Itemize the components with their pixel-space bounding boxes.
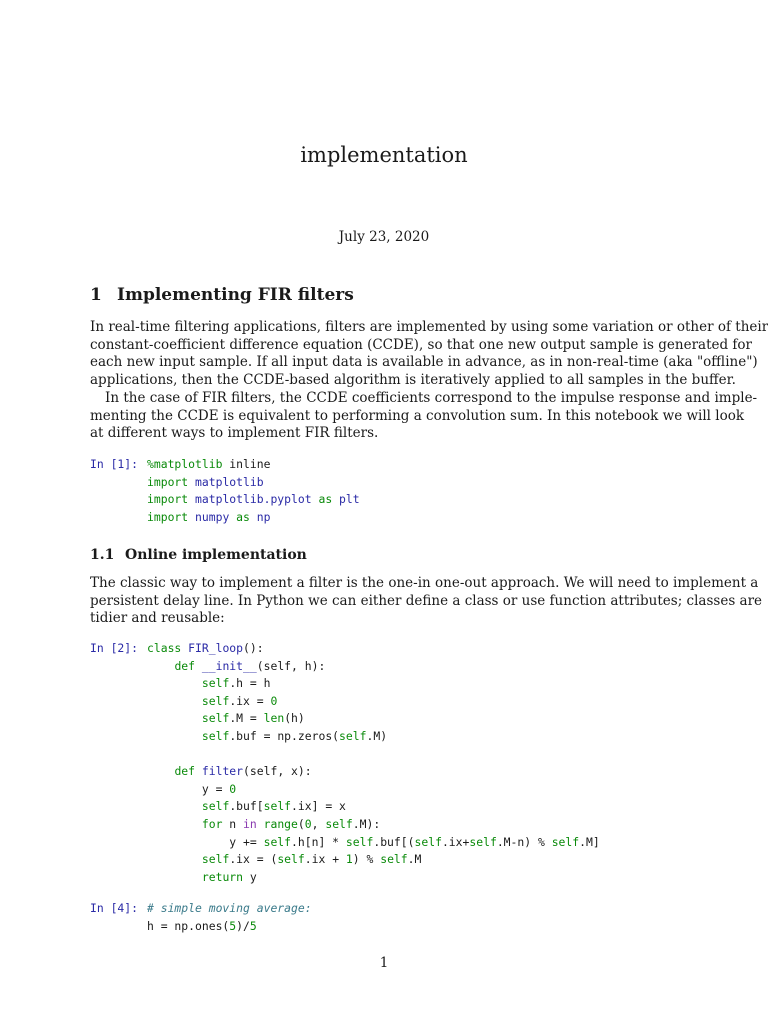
code-token: .ix + (304, 852, 346, 867)
page-number: 1 (379, 955, 389, 971)
subsection-heading (90, 547, 307, 563)
code-line (147, 834, 600, 852)
code-token (257, 817, 264, 831)
code-token: range (263, 816, 298, 831)
code-token: self (345, 834, 374, 849)
section-heading (90, 285, 354, 305)
code-token (195, 764, 202, 778)
code-token (147, 659, 174, 673)
code-token: self (414, 834, 442, 849)
code-token: import (147, 474, 189, 489)
paragraph-line: menting the CCDE is equivalent to performing a convolution sum. In this notebook we will look (90, 407, 745, 424)
code-token (250, 510, 257, 524)
code-body (147, 640, 600, 886)
code-token: as (236, 509, 250, 524)
code-token: 0 (270, 693, 278, 708)
code-token: .ix = (229, 693, 271, 708)
document-title: implementation (300, 143, 468, 167)
code-token: .M] (579, 834, 600, 849)
code-line (147, 640, 600, 658)
code-line (147, 456, 360, 474)
code-line (147, 509, 360, 527)
paragraph-line: at different ways to implement FIR filters. (90, 425, 379, 442)
code-line (147, 474, 360, 492)
code-token (147, 870, 202, 884)
code-token: __init__ (201, 658, 257, 673)
code-token: )/ (236, 918, 250, 933)
code-token: .M-n) % (496, 834, 552, 849)
code-token: .h = h (229, 676, 271, 691)
code-token: 5 (249, 918, 257, 933)
code-token: .ix = ( (229, 852, 278, 867)
code-line (147, 763, 600, 781)
code-token: matplotlib.pyplot (195, 492, 312, 507)
paragraph-line: In real-time filtering applications, filters are implemented by using some variation or other of their (90, 319, 768, 335)
code-token: filter (201, 764, 244, 779)
code-token (147, 711, 202, 725)
code-line (147, 658, 600, 676)
code-token: self (551, 834, 580, 849)
paragraph-line: persistent delay line. In Python we can either define a class or use function attributes; classes are (90, 592, 763, 609)
subsection-number: 1.1 (90, 547, 115, 563)
code-line (147, 728, 600, 746)
code-token: self (201, 676, 230, 691)
code-body (147, 456, 360, 526)
code-line (147, 746, 600, 764)
section-title: Implementing FIR filters (117, 285, 354, 305)
code-token: (): (243, 641, 264, 655)
code-token: FIR_loop (188, 641, 244, 655)
code-token: %matplotlib (147, 457, 223, 471)
cell-prompt: In [1]: (90, 457, 139, 471)
code-line (147, 798, 600, 816)
code-token: len (263, 711, 285, 726)
code-token: plt (339, 492, 360, 507)
code-token: .ix] = x (291, 799, 346, 814)
document-date: July 23, 2020 (338, 229, 430, 245)
code-token: self (201, 852, 230, 867)
section-number: 1 (90, 285, 102, 305)
code-token: return (201, 869, 244, 884)
code-token: numpy (195, 509, 230, 524)
code-token: (h) (284, 711, 305, 726)
code-token: y = (147, 781, 230, 796)
code-token: 1 (345, 852, 353, 867)
code-token (147, 852, 202, 866)
code-line (147, 675, 600, 693)
code-token (188, 475, 195, 489)
code-token: def (174, 658, 196, 673)
code-cell-1 (90, 456, 360, 526)
code-line (147, 869, 600, 887)
cell-prompt: In [4]: (90, 901, 139, 915)
code-token: self (201, 799, 230, 814)
code-line (147, 900, 312, 918)
code-token: .M (407, 852, 422, 867)
code-token: ( (297, 816, 305, 831)
code-token: def (174, 764, 196, 779)
intro-paragraph (90, 319, 768, 443)
code-token (147, 694, 202, 708)
code-token: class (147, 641, 182, 655)
code-token: for (201, 816, 223, 831)
code-token: ) % (352, 852, 381, 867)
code-token: import (147, 509, 189, 524)
code-token: .ix+ (441, 834, 470, 849)
code-token: .buf[( (373, 834, 415, 849)
code-body (147, 900, 312, 935)
code-token: (self, h): (256, 658, 326, 673)
code-token: y += (147, 834, 264, 849)
code-token: import (147, 492, 189, 507)
paragraph-line: applications, then the CCDE-based algorithm is iteratively applied to all samples in the buffer. (90, 372, 736, 389)
paragraph-line: constant-coefficient difference equation (CCDE), so that one new output sample is generated for (90, 336, 752, 353)
code-token (195, 659, 202, 673)
code-token: .h[n] * (291, 834, 346, 849)
code-token: self (201, 693, 230, 708)
code-token: # simple moving average: (147, 901, 312, 915)
code-token: .M) (366, 728, 388, 743)
code-line (147, 710, 600, 728)
code-token: self (263, 799, 292, 814)
paragraph-line: The classic way to implement a filter is the one-in one-out approach. We will need to implement a (90, 575, 759, 591)
code-token: self (277, 852, 305, 867)
code-token: self (339, 728, 367, 743)
code-token: self (201, 711, 230, 726)
code-token: , (311, 816, 326, 831)
code-line (147, 816, 600, 834)
code-token: 0 (229, 781, 237, 796)
code-line (147, 918, 312, 936)
code-token: 5 (229, 918, 237, 933)
code-token: 0 (304, 816, 312, 831)
code-line (147, 693, 600, 711)
code-token: y (243, 869, 257, 884)
code-token (147, 764, 174, 778)
code-token: self (201, 728, 230, 743)
code-token: self (380, 852, 408, 867)
code-token: inline (222, 457, 271, 471)
code-token: h = np.ones( (147, 918, 230, 933)
code-line (147, 851, 600, 869)
paragraph-line: In the case of FIR filters, the CCDE coefficients correspond to the impulse response and imple- (105, 389, 758, 406)
code-token (147, 729, 202, 743)
cell-prompt: In [2]: (90, 641, 139, 655)
code-token: in (243, 816, 257, 831)
code-token: n (222, 816, 244, 831)
code-line (147, 491, 360, 509)
code-line (147, 781, 600, 799)
code-token (147, 817, 202, 831)
code-token: .M): (352, 816, 381, 831)
code-token: self (469, 834, 497, 849)
code-token: .buf = np.zeros( (229, 728, 340, 743)
code-token (147, 799, 202, 813)
code-token: self (263, 834, 292, 849)
code-token: np (256, 509, 271, 524)
code-token (188, 510, 195, 524)
code-token: self (325, 816, 353, 831)
code-token: (self, x): (243, 764, 312, 779)
subsection-title: Online implementation (125, 547, 307, 563)
paragraph-line: tidier and reusable: (90, 610, 225, 627)
subsection-paragraph (90, 575, 763, 628)
code-token: matplotlib (195, 474, 264, 489)
code-cell-2 (90, 640, 600, 884)
code-token: .M = (229, 711, 264, 726)
code-token (188, 492, 195, 506)
code-token: .buf[ (229, 799, 264, 814)
code-token (147, 676, 202, 690)
paragraph-line: each new input sample. If all input data is available in advance, as in non-real-time (aka "offline") (90, 354, 758, 371)
code-token: as (318, 492, 333, 507)
